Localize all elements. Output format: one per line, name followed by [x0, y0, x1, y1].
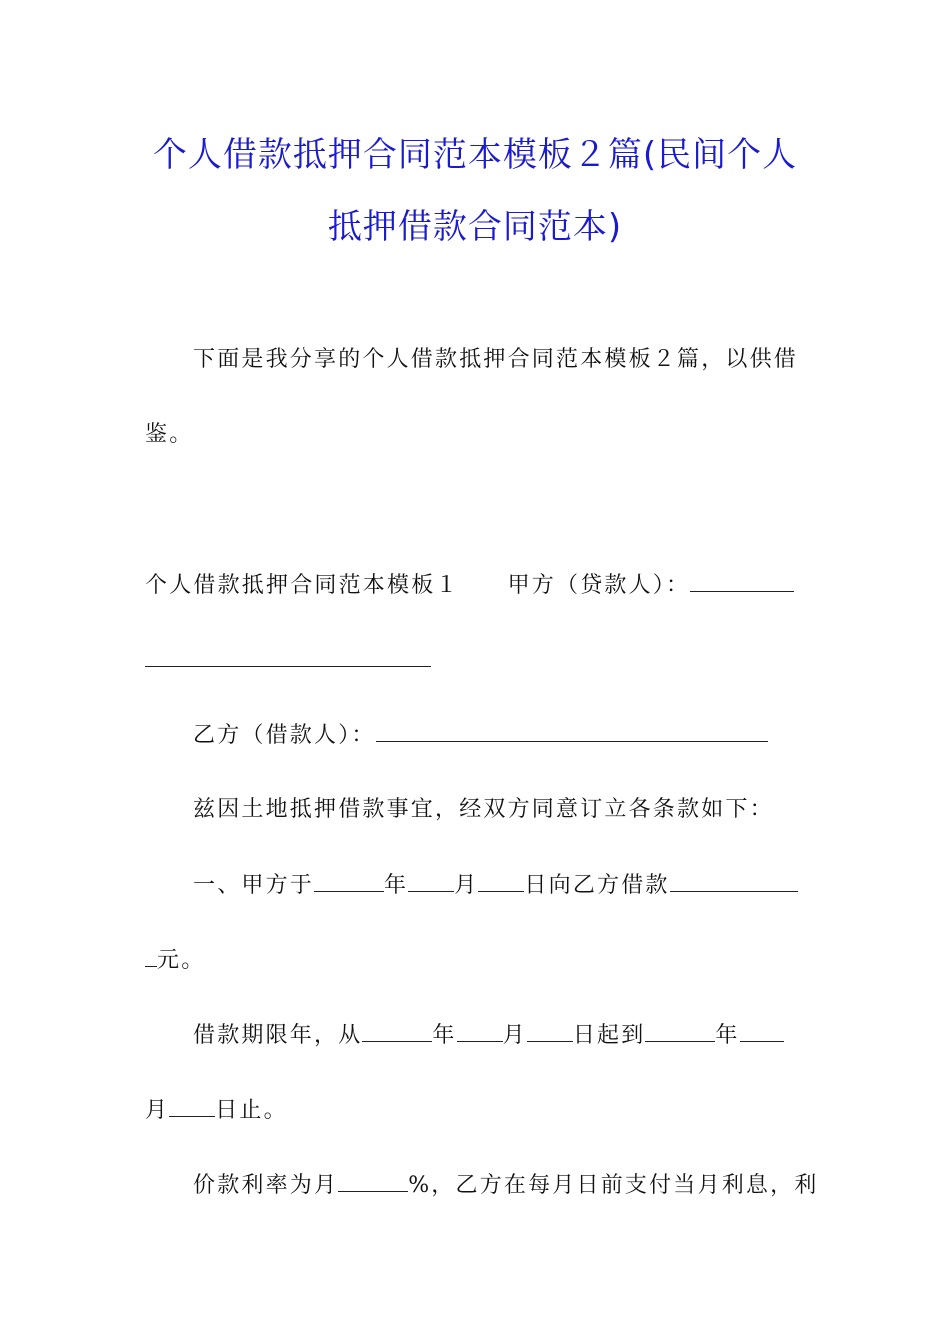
party-a-blank[interactable]	[690, 571, 794, 592]
clause-1-unit: 元。	[157, 948, 206, 973]
rate-line	[193, 1171, 819, 1200]
term-start-year-blank[interactable]	[362, 1021, 432, 1042]
clause-1-unit-line	[145, 946, 205, 975]
party-b-label: 乙方（借款人）：	[193, 723, 376, 748]
document-title-line-1: 个人借款抵押合同范本模板２篇(民间个人	[152, 135, 798, 175]
term-end-day-label: 日止。	[215, 1098, 288, 1123]
party-a-blank-continued-line	[145, 646, 431, 675]
contract-heading: 个人借款抵押合同范本模板１	[145, 573, 460, 598]
term-start-year-label: 年	[432, 1023, 457, 1048]
preamble-paragraph: 兹因土地抵押借款事宜，经双方同意订立各条款如下：	[193, 797, 774, 822]
intro-paragraph-line-1: 下面是我分享的个人借款抵押合同范本模板２篇，以供借	[193, 347, 799, 372]
term-end-line	[145, 1096, 288, 1125]
document-title-line-2: 抵押借款合同范本)	[327, 207, 623, 247]
clause-1-amount-blank-continued[interactable]	[145, 946, 157, 967]
term-line	[193, 1021, 784, 1050]
party-a-label: 甲方（贷款人）：	[507, 573, 691, 598]
term-end-month-blank[interactable]	[740, 1021, 784, 1042]
term-end-month-label: 月	[145, 1098, 170, 1123]
rate-prefix: 价款利率为月	[193, 1173, 339, 1198]
intro-paragraph-line-2: 鉴。	[145, 422, 194, 447]
rate-blank[interactable]	[338, 1171, 408, 1192]
party-a-blank-continued[interactable]	[145, 646, 431, 667]
clause-1-year-label: 年	[384, 873, 409, 898]
clause-1-month-blank[interactable]	[408, 871, 454, 892]
clause-1-prefix: 一、甲方于	[193, 873, 315, 898]
clause-1-month-label: 月	[454, 873, 479, 898]
term-prefix: 借款期限年，从	[193, 1023, 363, 1048]
clause-1-day-label: 日向乙方借款	[524, 873, 670, 898]
clause-1-year-blank[interactable]	[314, 871, 384, 892]
term-start-day-blank[interactable]	[527, 1021, 573, 1042]
rate-suffix: %，乙方在每月日前支付当月利息，利	[408, 1173, 819, 1198]
party-b-line	[193, 721, 768, 750]
term-end-day-blank[interactable]	[169, 1096, 215, 1117]
contract-heading-line	[145, 571, 794, 600]
clause-1-amount-blank[interactable]	[670, 871, 798, 892]
term-end-year-blank[interactable]	[645, 1021, 715, 1042]
clause-1-line	[193, 871, 798, 900]
clause-1-day-blank[interactable]	[478, 871, 524, 892]
term-end-year-label: 年	[715, 1023, 740, 1048]
term-start-day-label: 日起到	[572, 1023, 646, 1048]
term-start-month-label: 月	[502, 1023, 527, 1048]
term-start-month-blank[interactable]	[457, 1021, 503, 1042]
party-b-blank[interactable]	[376, 721, 768, 742]
